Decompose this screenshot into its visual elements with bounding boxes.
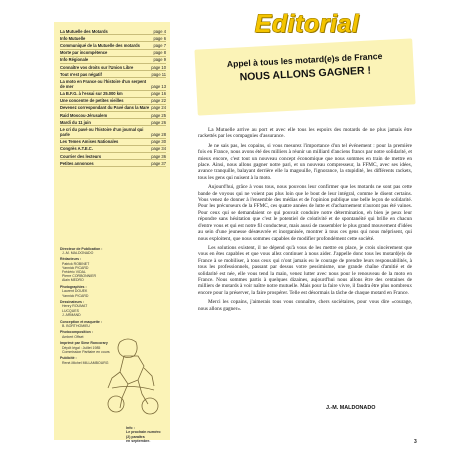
toc-item [60,98,166,105]
motorcyclist-sketch [98,334,168,416]
credit-name: Yannick PICARD [62,293,89,298]
credit-heading: Photographies : [60,285,87,290]
toc-page: page 11 [151,71,166,77]
credit-name: J.-M. MALDONADO [62,250,94,255]
toc-page: page 9 [153,57,166,63]
toc-page: page 25 [151,112,166,118]
info-line: (2) paraîtra [126,434,145,439]
editorial-title: Editorial [254,10,360,38]
toc-title: Communiqué de la Mutuelle des motards [60,42,140,48]
editorial-body [198,127,412,315]
credit-name: Laurent DOUEK [62,289,88,294]
table-of-contents [60,28,166,167]
toc-page: page 36 [151,153,166,159]
toc-page: page 34 [151,146,166,152]
toc-title: Info Régionale [60,57,89,63]
toc-page: page 28 [151,132,166,138]
body-paragraph: Je ne sais pas, les copains, si vous mesurez l'importance d'un tel événement : pour la première fois en France, nous avons été des milliers à réunir un milliard d'anciens francs par notre solidarité, et mieux encore, c'est tout un nouveau concept économique que nous sommes en train de mettre en place. Ainsi, nous allons gagner notre pari, et un nouveau compresseur, la FFMC, avec ses idées, avance tranquille, balayant derrière elle la magouille, l'ignorance, la stupidité, les différents rackets, tous les gens qui nuisent à la moto. [198,142,412,181]
toc-page: page 6 [153,35,166,41]
toc-title: La B.F.G. à l'essai sur 25.000 km [60,91,123,97]
toc-page: page 7 [153,42,166,48]
info-note [126,426,170,443]
toc-page: page 37 [151,160,166,166]
toc-title: La moto en France ou l'histoire d'un serpent de mer [60,78,147,89]
credit-heading: Publicité : [60,356,77,361]
credit-name: Yannick PICARD [62,265,89,270]
body-paragraph: Merci les copains, j'aimerais tous vous connaître, chers sociétaires, pour vous dire «courage, nous allons gagner». [198,299,412,312]
toc-item [60,146,166,153]
credit-heading: Rédacteurs : [60,257,82,262]
sidebar-panel [54,22,170,443]
credit-name: Alain MEDRO [62,278,84,283]
body-paragraph: Aujourd'hui, grâce à vous tous, nous pouvons leur confirmer que les motards ne sont pas cette bande de voyous qui ne voient pas plus loin que le bout de leur intégral, comme le disent certains. Vous venez de donner à l'ensemble des médias et de l'opinion publique une belle leçon de solidarité. Pour les précurseurs de la FFMC, ces quatre années de lutte et d'acharnement n'auront pas été vaines. Pour ceux qui se demandaient ce qui pouvait conduire notre détermination, eh bien je peux leur répondre sans hésitation que c'est le potentiel de créativité et de spontanéité qui brille en chacun d'entre vous et qui est notre fil conducteur, mais aussi de rassembler le plus grand mouvement d'idées au sein d'une jeunesse désœuvrée et inorganisée, montrer à tous ces gens qui nous méprisent, qui nous exploitent, que nous sommes capables de modifier profondément cette société. [198,184,412,242]
info-line: en septembre. [126,438,151,443]
headline-line-1: Appel à tous les motard(e)s de France [226,50,383,70]
credit-name: Henry ROUMAT [62,304,88,309]
toc-item [60,153,166,160]
credit-name: Ambert Offset [62,334,84,339]
toc-item [60,160,166,167]
toc-title: Morte par incompétence [60,50,108,56]
toc-item [60,105,166,112]
toc-page: page 13 [151,83,166,89]
page-number: 3 [414,439,417,445]
credit-name: LUCQUES [62,308,79,313]
toc-page: page 24 [151,105,166,111]
toc-title: Raid Moscou-Jérusalem [60,112,108,118]
toc-title: Petites annonces [60,160,94,166]
credit-name: Patrick ROBINET [62,261,90,266]
credit-heading: Directeur de Publication : [60,246,103,251]
toc-title: Le cri du pavé ou l'histoire d'un journal qui parle [60,127,144,138]
toc-title: Une concentre de petites vieilles [60,98,124,104]
toc-item [60,42,166,49]
toc-item [60,71,166,78]
toc-title: Devenez correspondant du Pavé dans la Mare [60,105,150,111]
credit-name: Pierre CORBONNIER [62,274,97,279]
credit-name: Commission Paritaire en cours [62,349,110,354]
author-signature: J.-M. MALDONADO [326,405,376,411]
toc-title: Les Temes Amises Nationales [60,139,119,145]
headline-line-2: NOUS ALLONS GAGNER ! [239,64,372,84]
credit-heading: Photocomposition : [60,330,93,335]
toc-page: page 30 [151,139,166,145]
toc-item [60,91,166,98]
toc-item [60,112,166,119]
toc-title: Info Mutuelle [60,35,86,41]
toc-page: page 10 [151,64,166,70]
toc-item [60,50,166,57]
toc-title: Connaître vos droits sur l'Union Libre [60,64,134,70]
toc-title: La Mutuelle des Motards [60,28,108,34]
toc-item [60,28,166,35]
body-paragraph: La Mutuelle arrive au port et avec elle tous les espoirs des motards de ne plus jamais être rackettés par les compagnies d'assurance. [198,127,412,140]
credit-name: Frédéric VIDAL [62,270,86,275]
credit-name: B. BORTHOMIEU [62,323,90,328]
toc-item [60,126,166,138]
info-line: Le prochain numéro [126,430,161,435]
toc-page: page 16 [151,91,166,97]
toc-item [60,78,166,90]
credit-heading: Imprimé par Sime Roncorary [60,341,108,346]
body-paragraph: Les solutions existent, il ne dépend qu'à vous de les mettre en place, je crois sincèrement que vous en êtes capables et que vous allez continuer à nous aider. J'appelle donc tous les motard(e)s de France à se mobiliser, à tous ceux qui n'ont jamais eu le courage de prendre leurs responsabilités, à tous les professionnels, passant par dessus votre pessimisme, une grande chaîne d'amitié et de solidarité est née, elle vous tend la main, venez lutter avec nous pour le renouveau de la moto en France. Nous sommes partis à quelques dizaines, aujourd'hui nous allons être des centaines de milliers de motards à voir naître notre mutuelle. Mais pour la faire vivre, il faudra être plus nombreux encore pour la préserver, la faire prospérer. Telle est désormais la tâche de chaque motard en France. [198,244,412,296]
toc-item [60,57,166,64]
toc-item [60,64,166,71]
toc-title: Tout n'est pas négatif [60,71,102,77]
toc-item [60,139,166,146]
toc-item [60,35,166,42]
toc-page: page 22 [151,98,166,104]
credit-name: J. ARMAND [62,312,81,317]
credit-name: René-Michel MILLAMBOURG [62,360,109,365]
toc-page: page 8 [153,50,166,56]
credit-heading: Conception et maquette : [60,319,103,324]
toc-title: Courrier des lecteurs [60,153,102,159]
toc-title: Mardi du 11 juin [60,119,91,125]
toc-title: Congrès A.T.E.C. [60,146,93,152]
toc-page: page 26 [151,119,166,125]
toc-page: page 4 [153,28,166,34]
credit-name: Dépôt légal : Juillet 1985 [62,345,101,350]
info-head: Info : [126,426,135,430]
credit-heading: Dessinateurs : [60,300,85,305]
toc-item [60,119,166,126]
